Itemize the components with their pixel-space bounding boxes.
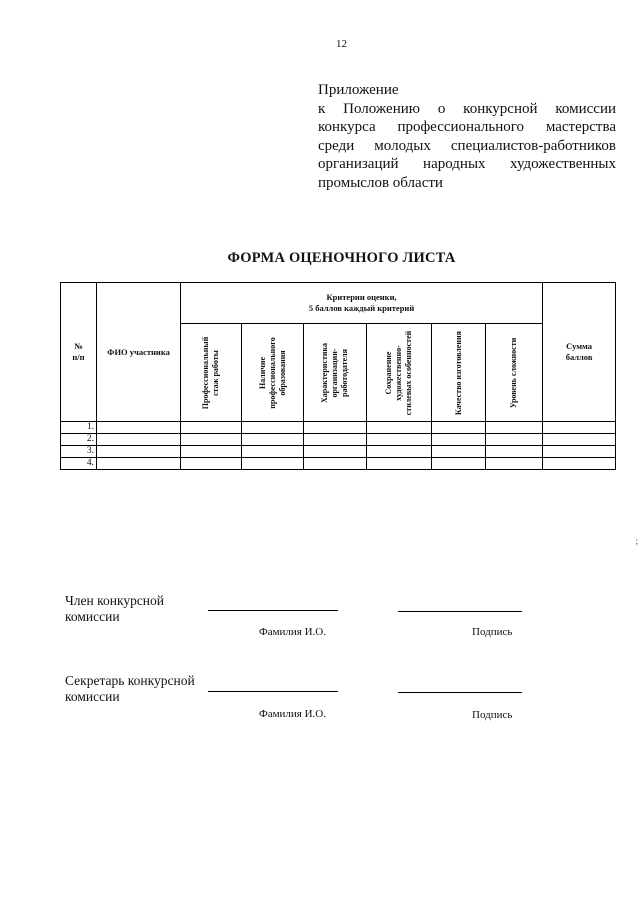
- name-caption: Фамилия И.О.: [259, 626, 326, 638]
- table-cell[interactable]: [543, 434, 616, 446]
- row-number: 2.: [61, 434, 97, 446]
- criterion-header: [304, 324, 367, 422]
- table-cell[interactable]: [543, 458, 616, 470]
- table-row: [61, 422, 616, 434]
- criterion-label: Качество изготовления: [453, 330, 463, 415]
- scan-edge-mark: ;: [635, 536, 638, 546]
- signature-caption: Подпись: [472, 709, 513, 721]
- row-number: 4.: [61, 458, 97, 470]
- criterion-label: Наличие профессионального образования: [257, 336, 287, 409]
- table-cell[interactable]: [181, 446, 242, 458]
- signature-role-secretary: Секретарь конкурсной комиссии: [65, 673, 195, 704]
- table-cell[interactable]: [181, 434, 242, 446]
- table-cell[interactable]: [432, 446, 486, 458]
- appendix-line: среди молодых специалистов-работников: [318, 137, 616, 154]
- signature-line[interactable]: [398, 611, 522, 612]
- name-signature-line[interactable]: [208, 691, 338, 692]
- table-cell[interactable]: [181, 458, 242, 470]
- table-cell[interactable]: [242, 446, 304, 458]
- signature-role-member: Член конкурсной комиссии: [65, 593, 165, 624]
- table-row: [61, 458, 616, 470]
- criterion-header: [181, 324, 242, 422]
- row-number: 3.: [61, 446, 97, 458]
- signature-line[interactable]: [398, 692, 522, 693]
- criterion-label: Сохранение художественно-стилевых особенностей: [384, 330, 413, 415]
- appendix-block: [318, 81, 616, 192]
- criterion-header: [367, 324, 432, 422]
- criterion-header: [242, 324, 304, 422]
- row-number: 1.: [61, 422, 97, 434]
- table-cell[interactable]: [304, 434, 367, 446]
- table-cell[interactable]: [486, 446, 543, 458]
- criterion-header: [432, 324, 486, 422]
- table-cell[interactable]: [367, 446, 432, 458]
- table-cell[interactable]: [97, 446, 181, 458]
- table-cell[interactable]: [242, 434, 304, 446]
- name-column-header: ФИО участника: [97, 283, 181, 422]
- criterion-header: [486, 324, 543, 422]
- appendix-line: организаций народных художественных: [318, 156, 616, 172]
- table-cell[interactable]: [97, 434, 181, 446]
- table-cell[interactable]: [304, 422, 367, 434]
- criterion-label: Характеристика организации-работодателя: [320, 342, 349, 403]
- table-cell[interactable]: [486, 458, 543, 470]
- name-caption: Фамилия И.О.: [259, 708, 326, 720]
- appendix-line: промыслов области: [318, 174, 443, 191]
- table-row: [61, 434, 616, 446]
- evaluation-table: [60, 282, 616, 470]
- table-cell[interactable]: [543, 446, 616, 458]
- table-cell[interactable]: [432, 458, 486, 470]
- table-cell[interactable]: [242, 422, 304, 434]
- table-cell[interactable]: [367, 422, 432, 434]
- criterion-label: Уровень сложности: [509, 337, 519, 408]
- table-cell[interactable]: [304, 446, 367, 458]
- table-cell[interactable]: [432, 422, 486, 434]
- table-cell[interactable]: [367, 458, 432, 470]
- table-cell[interactable]: [242, 458, 304, 470]
- number-column-header: № п/п: [61, 283, 97, 422]
- table-cell[interactable]: [367, 434, 432, 446]
- form-title: ФОРМА ОЦЕНОЧНОГО ЛИСТА: [227, 250, 456, 266]
- table-cell[interactable]: [181, 422, 242, 434]
- criterion-label: Профессиональный стаж работы: [201, 336, 220, 409]
- criteria-header: Критерии оценки, 5 баллов каждый критерий: [181, 283, 543, 324]
- table-cell[interactable]: [304, 458, 367, 470]
- table-cell[interactable]: [97, 458, 181, 470]
- name-signature-line[interactable]: [208, 610, 338, 611]
- table-row: [61, 446, 616, 458]
- table-cell[interactable]: [486, 434, 543, 446]
- table-cell[interactable]: [97, 422, 181, 434]
- signature-caption: Подпись: [472, 626, 513, 638]
- appendix-line: конкурса профессионального мастерства: [318, 119, 616, 135]
- appendix-line: к Положению о конкурсной комиссии: [318, 100, 616, 117]
- table-cell[interactable]: [543, 422, 616, 434]
- table-cell[interactable]: [432, 434, 486, 446]
- total-column-header: Сумма баллов: [543, 283, 616, 422]
- table-cell[interactable]: [486, 422, 543, 434]
- appendix-line: Приложение: [318, 82, 399, 98]
- page-number: 12: [336, 38, 347, 50]
